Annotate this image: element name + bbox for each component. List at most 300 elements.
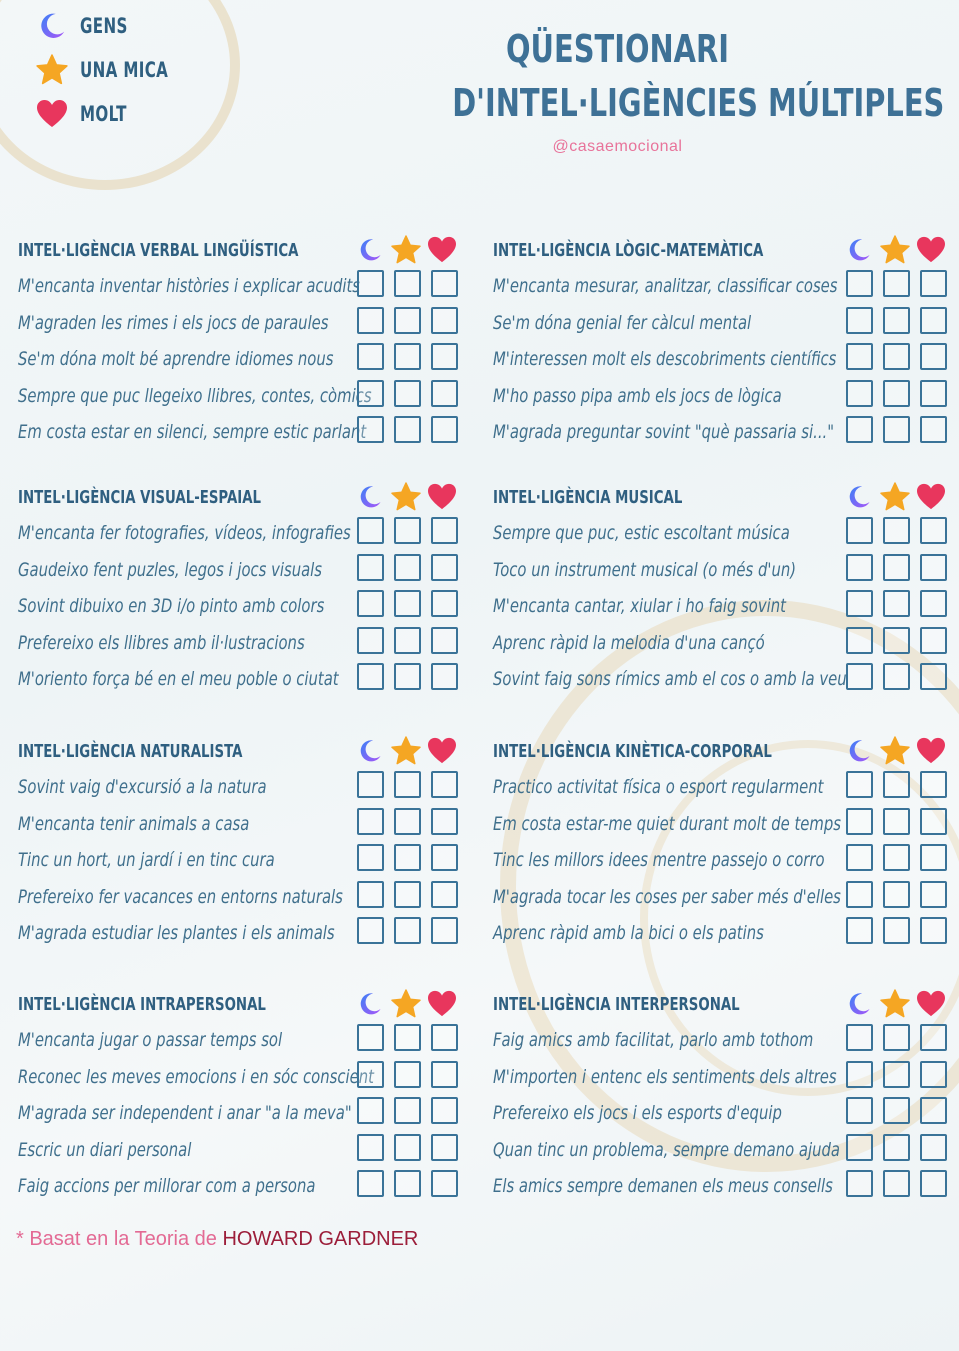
section-header (493, 988, 947, 1022)
question-row (493, 1132, 947, 1169)
question-text: Se'm dóna molt bé aprendre idiomes nous (18, 348, 334, 370)
checkbox-molt[interactable] (920, 307, 947, 334)
checkbox-gens[interactable] (357, 517, 384, 544)
section-header (18, 234, 458, 268)
checkbox-gens[interactable] (846, 1170, 873, 1197)
section-title: INTEL·LIGÈNCIA VISUAL-ESPAIAL (18, 487, 262, 508)
answer-checkboxes (357, 380, 458, 407)
rating-icons (354, 234, 458, 266)
answer-checkboxes (357, 554, 458, 581)
question-text: Aprenc ràpid la melodia d'una cançó (493, 631, 765, 654)
checkbox-una-mica[interactable] (394, 1061, 421, 1088)
question-text: Sempre que puc, estic escoltant música (493, 522, 790, 544)
checkbox-molt[interactable] (431, 307, 458, 334)
section-header (18, 481, 458, 515)
checkbox-molt[interactable] (431, 881, 458, 908)
checkbox-una-mica[interactable] (883, 416, 910, 443)
checkbox-una-mica[interactable] (883, 917, 910, 944)
legend-item-una-mica (34, 48, 203, 92)
section-2 (493, 234, 947, 451)
question-row (18, 661, 458, 698)
legend-item-gens (34, 4, 203, 48)
checkbox-molt[interactable] (431, 343, 458, 370)
section-title: INTEL·LIGÈNCIA INTRAPERSONAL (18, 994, 266, 1015)
checkbox-gens[interactable] (846, 663, 873, 690)
answer-checkboxes (357, 517, 458, 544)
question-text: Escric un diari personal (18, 1138, 192, 1161)
checkbox-gens[interactable] (846, 1134, 873, 1161)
answer-checkboxes (846, 307, 947, 334)
checkbox-molt[interactable] (920, 663, 947, 690)
answer-checkboxes (357, 1170, 458, 1197)
heart-icon (915, 735, 947, 767)
footnote-author: HOWARD GARDNER (222, 1228, 419, 1250)
question-text: M'agraden les rimes i els jocs de paraules (18, 311, 329, 334)
checkbox-gens[interactable] (357, 554, 384, 581)
answer-checkboxes (357, 881, 458, 908)
question-text: M'encanta fer fotografies, vídeos, infografies (18, 522, 351, 544)
checkbox-molt[interactable] (431, 1097, 458, 1124)
question-row (493, 268, 947, 305)
legend-label: GENS (80, 14, 128, 38)
checkbox-una-mica[interactable] (883, 1024, 910, 1051)
moon-icon (843, 481, 875, 513)
checkbox-molt[interactable] (431, 1134, 458, 1161)
checkbox-una-mica[interactable] (883, 771, 910, 798)
rating-icons (843, 234, 947, 266)
question-text: Toco un instrument musical (o més d'un) (493, 558, 797, 581)
checkbox-molt[interactable] (431, 808, 458, 835)
question-text: M'interessen molt els descobriments científics (493, 348, 837, 370)
answer-checkboxes (846, 844, 947, 871)
checkbox-una-mica[interactable] (394, 881, 421, 908)
section-1 (18, 234, 458, 451)
checkbox-gens[interactable] (846, 1061, 873, 1088)
question-row (18, 268, 458, 305)
rating-icons (354, 735, 458, 767)
section-7 (18, 988, 458, 1205)
question-row (493, 806, 947, 843)
checkbox-una-mica[interactable] (394, 554, 421, 581)
question-text: Els amics sempre demanen els meus consells (493, 1175, 833, 1197)
question-text: Prefereixo els jocs i els esports d'equip (493, 1102, 782, 1124)
section-header (18, 988, 458, 1022)
checkbox-molt[interactable] (920, 554, 947, 581)
star-icon (34, 52, 70, 88)
question-row (493, 378, 947, 415)
legend-label: MOLT (80, 102, 127, 126)
checkbox-gens[interactable] (357, 270, 384, 297)
question-row (18, 842, 458, 879)
question-row (18, 588, 458, 625)
question-row (493, 305, 947, 342)
checkbox-una-mica[interactable] (883, 1134, 910, 1161)
question-text: M'agrada estudiar les plantes i els animals (18, 922, 335, 944)
checkbox-una-mica[interactable] (394, 808, 421, 835)
checkbox-una-mica[interactable] (883, 808, 910, 835)
star-icon (390, 735, 422, 767)
checkbox-gens[interactable] (846, 416, 873, 443)
moon-icon (354, 988, 386, 1020)
checkbox-molt[interactable] (431, 554, 458, 581)
checkbox-una-mica[interactable] (883, 1061, 910, 1088)
checkbox-una-mica[interactable] (394, 416, 421, 443)
checkbox-una-mica[interactable] (394, 1134, 421, 1161)
checkbox-gens[interactable] (846, 517, 873, 544)
checkbox-molt[interactable] (431, 416, 458, 443)
checkbox-gens[interactable] (357, 343, 384, 370)
answer-checkboxes (357, 1061, 458, 1088)
checkbox-una-mica[interactable] (883, 1170, 910, 1197)
checkbox-una-mica[interactable] (394, 307, 421, 334)
heart-icon (426, 988, 458, 1020)
checkbox-gens[interactable] (357, 808, 384, 835)
checkbox-una-mica[interactable] (883, 1097, 910, 1124)
question-row (18, 1168, 458, 1205)
checkbox-molt[interactable] (920, 1170, 947, 1197)
checkbox-molt[interactable] (920, 416, 947, 443)
question-row (493, 552, 947, 589)
checkbox-gens[interactable] (846, 1024, 873, 1051)
checkbox-gens[interactable] (846, 917, 873, 944)
checkbox-gens[interactable] (846, 1097, 873, 1124)
question-row (493, 588, 947, 625)
checkbox-molt[interactable] (920, 844, 947, 871)
answer-checkboxes (357, 917, 458, 944)
checkbox-una-mica[interactable] (394, 590, 421, 617)
checkbox-molt[interactable] (920, 517, 947, 544)
heart-icon (915, 481, 947, 513)
question-row (493, 879, 947, 916)
checkbox-molt[interactable] (920, 881, 947, 908)
answer-checkboxes (357, 270, 458, 297)
question-row (493, 414, 947, 451)
checkbox-una-mica[interactable] (883, 554, 910, 581)
checkbox-gens[interactable] (357, 1134, 384, 1161)
checkbox-una-mica[interactable] (394, 917, 421, 944)
moon-icon (354, 234, 386, 266)
question-text: Sovint dibuixo en 3D i/o pinto amb colors (18, 595, 325, 617)
heart-icon (915, 234, 947, 266)
question-row (493, 341, 947, 378)
moon-icon (843, 735, 875, 767)
checkbox-molt[interactable] (920, 590, 947, 617)
question-text: Practico activitat física o esport regularment (493, 776, 824, 798)
question-text: M'agrada ser independent i anar "a la meva" (18, 1102, 352, 1124)
checkbox-gens[interactable] (846, 380, 873, 407)
section-8 (493, 988, 947, 1205)
answer-checkboxes (357, 307, 458, 334)
section-5 (18, 735, 458, 952)
star-icon (390, 234, 422, 266)
checkbox-gens[interactable] (357, 771, 384, 798)
checkbox-una-mica[interactable] (883, 307, 910, 334)
star-icon (879, 234, 911, 266)
checkbox-molt[interactable] (920, 343, 947, 370)
answer-checkboxes (846, 416, 947, 443)
answer-checkboxes (846, 554, 947, 581)
checkbox-gens[interactable] (357, 380, 384, 407)
checkbox-una-mica[interactable] (883, 343, 910, 370)
checkbox-gens[interactable] (357, 881, 384, 908)
checkbox-gens[interactable] (357, 307, 384, 334)
checkbox-molt[interactable] (920, 1134, 947, 1161)
rating-icons (843, 735, 947, 767)
heart-icon (426, 735, 458, 767)
moon-icon (354, 735, 386, 767)
section-6 (493, 735, 947, 952)
checkbox-gens[interactable] (357, 844, 384, 871)
answer-checkboxes (846, 517, 947, 544)
checkbox-gens[interactable] (357, 1170, 384, 1197)
question-row (18, 414, 458, 451)
checkbox-una-mica[interactable] (883, 844, 910, 871)
checkbox-gens[interactable] (846, 307, 873, 334)
heart-icon (34, 96, 70, 132)
checkbox-una-mica[interactable] (883, 517, 910, 544)
checkbox-una-mica[interactable] (394, 663, 421, 690)
question-row (18, 515, 458, 552)
moon-icon (354, 481, 386, 513)
question-text: M'importen i entenc els sentiments dels altres (493, 1065, 837, 1088)
question-text: Sovint faig sons rímics amb el cos o amb la veu (493, 668, 847, 690)
question-text: Faig accions per millorar com a persona (18, 1175, 316, 1197)
checkbox-molt[interactable] (431, 380, 458, 407)
section-title: INTEL·LIGÈNCIA LÒGIC-MATEMÀTICA (493, 240, 764, 261)
checkbox-una-mica[interactable] (883, 380, 910, 407)
checkbox-gens[interactable] (846, 343, 873, 370)
question-row (18, 1059, 458, 1096)
star-icon (879, 988, 911, 1020)
question-text: Tinc les millors idees mentre passejo o corro (493, 849, 825, 871)
section-4 (493, 481, 947, 698)
checkbox-molt[interactable] (431, 1170, 458, 1197)
checkbox-gens[interactable] (357, 1061, 384, 1088)
question-text: Em costa estar-me quiet durant molt de temps (493, 812, 842, 835)
question-row (493, 661, 947, 698)
checkbox-una-mica[interactable] (394, 627, 421, 654)
answer-checkboxes (846, 590, 947, 617)
checkbox-una-mica[interactable] (394, 1097, 421, 1124)
question-row (493, 515, 947, 552)
moon-icon (843, 234, 875, 266)
checkbox-molt[interactable] (920, 771, 947, 798)
checkbox-una-mica[interactable] (883, 663, 910, 690)
checkbox-molt[interactable] (431, 844, 458, 871)
checkbox-molt[interactable] (431, 270, 458, 297)
question-text: Quan tinc un problema, sempre demano ajuda (493, 1138, 840, 1161)
checkbox-molt[interactable] (431, 590, 458, 617)
checkbox-molt[interactable] (431, 1061, 458, 1088)
answer-checkboxes (357, 416, 458, 443)
question-row (18, 552, 458, 589)
page-title-line-2: D'INTEL·LIGÈNCIES MÚLTIPLES (452, 81, 945, 125)
checkbox-molt[interactable] (920, 808, 947, 835)
title-block (400, 22, 945, 156)
question-text: M'agrada tocar les coses per saber més d'elles (493, 885, 841, 908)
checkbox-gens[interactable] (846, 554, 873, 581)
checkbox-gens[interactable] (357, 917, 384, 944)
answer-checkboxes (846, 1170, 947, 1197)
answer-checkboxes (846, 1097, 947, 1124)
answer-checkboxes (357, 343, 458, 370)
checkbox-una-mica[interactable] (883, 270, 910, 297)
checkbox-gens[interactable] (357, 663, 384, 690)
question-text: Gaudeixo fent puzles, legos i jocs visuals (18, 558, 323, 581)
section-header (493, 234, 947, 268)
checkbox-gens[interactable] (846, 627, 873, 654)
rating-icons (843, 988, 947, 1020)
question-row (493, 915, 947, 952)
checkbox-gens[interactable] (357, 590, 384, 617)
checkbox-gens[interactable] (846, 808, 873, 835)
question-row (493, 1168, 947, 1205)
section-title: INTEL·LIGÈNCIA NATURALISTA (18, 741, 243, 762)
question-row (493, 1095, 947, 1132)
question-row (18, 341, 458, 378)
answer-checkboxes (357, 1024, 458, 1051)
section-header (18, 735, 458, 769)
question-row (18, 1095, 458, 1132)
question-text: Em costa estar en silenci, sempre estic parlant (18, 421, 367, 443)
question-text: M'encanta tenir animals a casa (18, 812, 250, 835)
checkbox-una-mica[interactable] (394, 1170, 421, 1197)
question-row (18, 378, 458, 415)
checkbox-una-mica[interactable] (394, 771, 421, 798)
checkbox-molt[interactable] (431, 771, 458, 798)
section-title: INTEL·LIGÈNCIA MUSICAL (493, 487, 683, 508)
section-header (493, 735, 947, 769)
answer-checkboxes (357, 808, 458, 835)
moon-icon (34, 8, 70, 44)
question-text: Prefereixo els llibres amb il·lustracions (18, 631, 305, 654)
question-text: Aprenc ràpid amb la bici o els patins (493, 922, 764, 944)
question-row (493, 842, 947, 879)
checkbox-molt[interactable] (431, 663, 458, 690)
question-row (18, 769, 458, 806)
question-row (493, 1022, 947, 1059)
checkbox-una-mica[interactable] (394, 270, 421, 297)
checkbox-gens[interactable] (846, 590, 873, 617)
checkbox-gens[interactable] (357, 1024, 384, 1051)
checkbox-molt[interactable] (431, 1024, 458, 1051)
checkbox-una-mica[interactable] (883, 627, 910, 654)
answer-checkboxes (846, 1134, 947, 1161)
question-text: M'agrada preguntar sovint "què passaria si..." (493, 421, 835, 443)
author-handle: @casaemocional (552, 138, 683, 155)
checkbox-una-mica[interactable] (883, 590, 910, 617)
answer-checkboxes (357, 1097, 458, 1124)
question-text: Reconec les meves emocions i en sóc conscient (18, 1065, 374, 1088)
question-row (493, 1059, 947, 1096)
checkbox-gens[interactable] (846, 270, 873, 297)
question-text: Sovint vaig d'excursió a la natura (18, 776, 267, 798)
question-text: M'oriento força bé en el meu poble o ciutat (18, 668, 339, 690)
legend-label: UNA MICA (80, 58, 169, 82)
question-text: M'ho passo pipa amb els jocs de lògica (493, 384, 782, 407)
moon-icon (843, 988, 875, 1020)
checkbox-una-mica[interactable] (394, 1024, 421, 1051)
question-row (493, 769, 947, 806)
answer-checkboxes (357, 590, 458, 617)
answer-checkboxes (357, 627, 458, 654)
rating-icons (354, 481, 458, 513)
checkbox-molt[interactable] (920, 917, 947, 944)
section-header (493, 481, 947, 515)
question-text: M'encanta mesurar, analitzar, classificar coses (493, 275, 838, 297)
question-row (18, 1132, 458, 1169)
checkbox-molt[interactable] (431, 917, 458, 944)
question-text: M'encanta jugar o passar temps sol (18, 1029, 283, 1051)
legend-item-molt (34, 92, 203, 136)
checkbox-molt[interactable] (920, 1061, 947, 1088)
checkbox-molt[interactable] (431, 517, 458, 544)
star-icon (879, 735, 911, 767)
section-3 (18, 481, 458, 698)
question-row (18, 1022, 458, 1059)
answer-checkboxes (846, 380, 947, 407)
question-text: Tinc un hort, un jardí i en tinc cura (18, 849, 275, 871)
checkbox-molt[interactable] (920, 1024, 947, 1051)
heart-icon (426, 234, 458, 266)
checkbox-gens[interactable] (357, 627, 384, 654)
checkbox-molt[interactable] (920, 380, 947, 407)
checkbox-una-mica[interactable] (394, 380, 421, 407)
question-text: Faig amics amb facilitat, parlo amb tothom (493, 1029, 814, 1051)
checkbox-molt[interactable] (920, 1097, 947, 1124)
rating-icons (354, 988, 458, 1020)
question-text: M'encanta cantar, xiular i ho faig sovint (493, 595, 786, 617)
checkbox-gens[interactable] (357, 416, 384, 443)
footnote-text: * Basat en la Teoria de (16, 1228, 223, 1250)
checkbox-una-mica[interactable] (394, 343, 421, 370)
answer-checkboxes (357, 844, 458, 871)
checkbox-una-mica[interactable] (394, 517, 421, 544)
checkbox-molt[interactable] (920, 627, 947, 654)
section-title: INTEL·LIGÈNCIA VERBAL LINGÜÍSTICA (18, 240, 299, 261)
answer-checkboxes (357, 771, 458, 798)
answer-checkboxes (846, 1061, 947, 1088)
question-row (18, 305, 458, 342)
question-row (18, 879, 458, 916)
checkbox-gens[interactable] (846, 771, 873, 798)
star-icon (390, 988, 422, 1020)
question-text: Prefereixo fer vacances en entorns naturals (18, 885, 343, 908)
checkbox-molt[interactable] (920, 270, 947, 297)
question-text: Se'm dóna genial fer càlcul mental (493, 311, 752, 334)
rating-icons (843, 481, 947, 513)
answer-checkboxes (357, 1134, 458, 1161)
page-title-line-1: QÜESTIONARI (505, 27, 730, 71)
heart-icon (426, 481, 458, 513)
checkbox-gens[interactable] (357, 1097, 384, 1124)
checkbox-gens[interactable] (846, 881, 873, 908)
legend (34, 4, 203, 136)
checkbox-una-mica[interactable] (883, 881, 910, 908)
question-row (493, 625, 947, 662)
question-row (18, 915, 458, 952)
checkbox-gens[interactable] (846, 844, 873, 871)
star-icon (879, 481, 911, 513)
checkbox-molt[interactable] (431, 627, 458, 654)
heart-icon (915, 988, 947, 1020)
answer-checkboxes (357, 663, 458, 690)
star-icon (390, 481, 422, 513)
checkbox-una-mica[interactable] (394, 844, 421, 871)
question-text: M'encanta inventar històries i explicar acudits (18, 275, 361, 297)
answer-checkboxes (846, 1024, 947, 1051)
answer-checkboxes (846, 771, 947, 798)
